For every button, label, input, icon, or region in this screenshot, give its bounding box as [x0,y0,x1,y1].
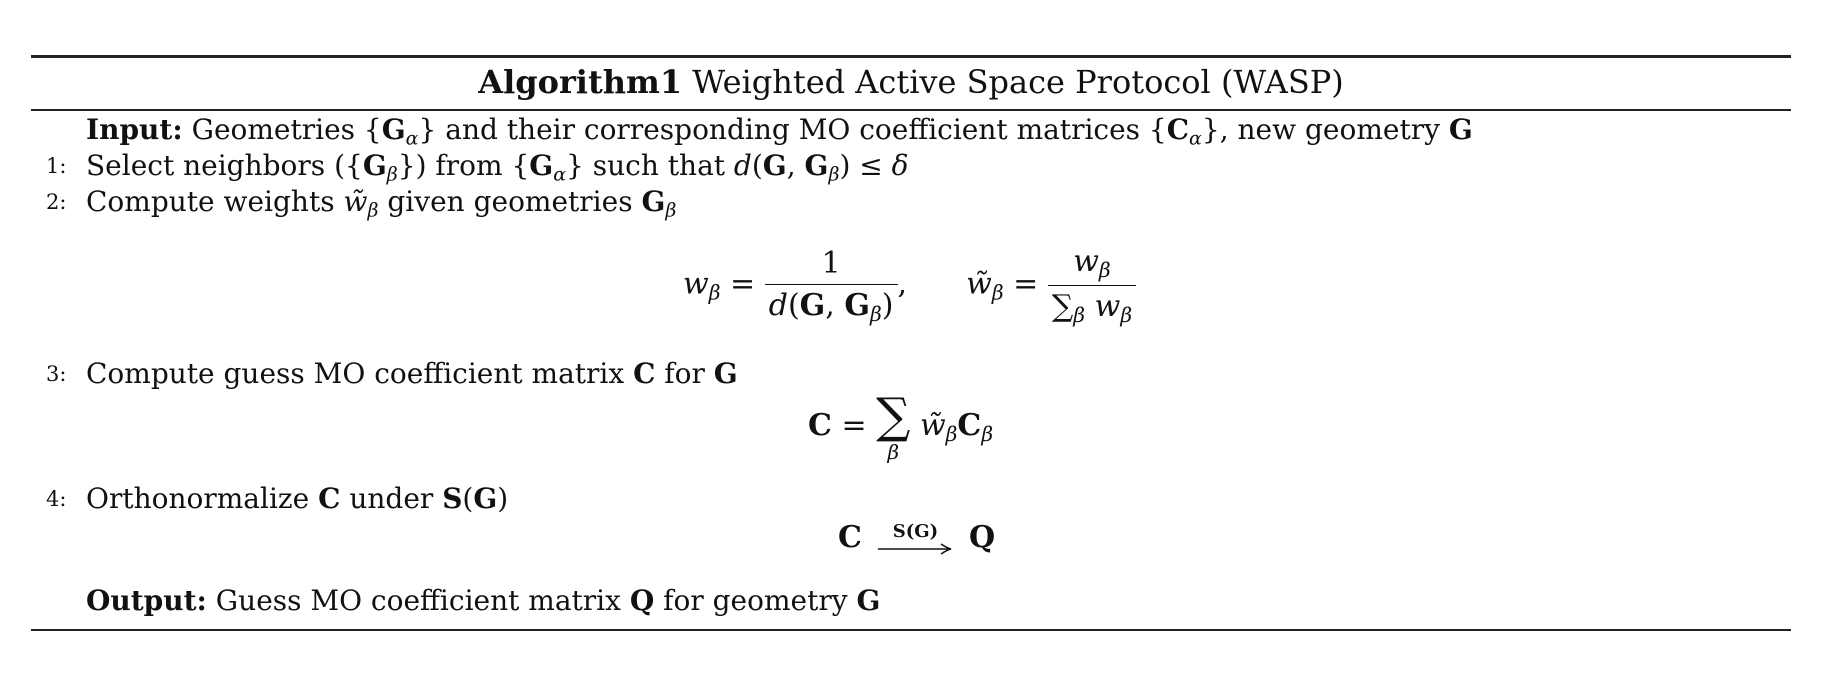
algorithm-top-rule [31,55,1791,58]
math-equals: = [1013,266,1039,302]
math-equals: = [730,266,756,302]
math-sub-alpha: α [553,163,567,186]
math-C: C [808,408,832,443]
step-text: under [340,482,443,515]
step-text: Select neighbors ({ [86,149,363,182]
math-sub-beta: β [1120,303,1133,328]
math-G: G [473,482,498,515]
right-arrow-icon [877,542,953,556]
output-text: Guess MO coefficient matrix [215,584,630,617]
math-comma: , [897,266,908,302]
math-w-tilde: w̃ [343,185,368,218]
math-G: G [844,287,870,323]
summation-limit: β [887,440,900,464]
math-sum: ∑ [1051,289,1074,325]
math-G: G [1448,113,1473,146]
fraction-denominator [1048,285,1136,327]
output-text: for geometry [654,584,857,617]
step-text: } such that [566,149,734,182]
math-sub-beta: β [1098,258,1111,283]
math-paren: ( [787,287,800,323]
math-delta: δ [891,149,909,182]
guess-equation [808,388,994,464]
math-sub-beta: β [367,199,379,222]
summation-operator [876,388,911,464]
math-sub-beta: β [945,422,958,447]
math-w: w [683,266,709,302]
math-w-tilde: w̃ [966,266,992,302]
math-C: C [957,408,982,443]
math-w: w [1073,244,1099,279]
algorithm-caption-rule [31,109,1791,111]
fraction-numerator [1048,244,1136,285]
math-S: S [442,482,463,515]
math-Q: Q [968,520,996,555]
fraction-normalized-weight [1048,244,1136,327]
step-text: for [655,357,714,390]
arrow-label: S(G) [892,521,939,542]
math-Q: Q [629,584,655,617]
math-comma: , [786,149,805,182]
arrow-with-label [877,522,953,556]
output-line [86,584,880,618]
fraction-denominator [765,284,898,326]
math-G: G [381,113,406,146]
math-d: d [733,149,752,182]
math-sub-beta: β [828,163,840,186]
step-text: }) from { [397,149,530,182]
step-number: 1: [46,154,67,178]
orthonormalize-equation [838,520,995,556]
step-number: 2: [46,190,67,214]
input-text: Geometries { [191,113,382,146]
math-sub-beta: β [386,163,398,186]
math-G: G [713,357,738,390]
algorithm-bottom-rule [31,629,1791,631]
algorithm-title: Weighted Active Space Protocol (WASP) [692,63,1344,101]
step-text: given geometries [378,185,642,218]
weights-equation [683,244,1136,327]
algorithm-label: Algorithm1 [478,63,683,101]
step-text: Orthonormalize [86,482,319,515]
math-G: G [799,287,826,323]
step-text: ) ≤ [839,149,892,182]
math-C: C [318,482,341,515]
math-w-tilde: w̃ [919,408,946,443]
math-sub-beta: β [991,280,1004,305]
math-equals: = [841,408,867,443]
math-sum: ∑ [876,388,911,444]
step-text: ( [751,149,763,182]
step-text: Compute guess MO coefficient matrix [86,357,634,390]
math-C: C [838,520,862,555]
algorithm-caption [31,62,1791,102]
math-G: G [804,149,829,182]
step-4-line [86,482,508,516]
math-paren: ( [462,482,474,515]
math-w: w [1094,289,1121,325]
output-keyword: Output: [86,584,207,617]
math-d: d [768,287,788,323]
math-G: G [641,185,666,218]
math-sub-alpha: α [405,127,419,150]
math-sub-beta: β [981,422,994,447]
input-text: }, new geometry [1201,113,1449,146]
math-G: G [856,584,881,617]
math-C: C [1166,113,1190,146]
math-G: G [362,149,387,182]
fraction-numerator: 1 [821,245,841,281]
math-comma: , [825,287,845,323]
input-text: } and their corresponding MO coefficient matrices { [418,113,1167,146]
step-text: Compute weights [86,185,344,218]
math-paren: ) [881,287,894,323]
math-sub-beta: β [708,280,721,305]
math-sub-beta: β [665,199,677,222]
math-sub-beta: β [869,301,882,326]
math-paren: ) [497,482,509,515]
math-G: G [529,149,554,182]
math-G: G [762,149,787,182]
math-sub-alpha: α [1189,127,1202,150]
math-sub-beta: β [1073,303,1086,328]
fraction-inverse-distance [765,246,898,326]
step-number: 4: [46,487,67,511]
input-keyword: Input: [86,113,183,146]
math-C: C [633,357,656,390]
step-3-line [86,357,738,391]
step-2-line [86,185,676,228]
step-number: 3: [46,362,67,386]
